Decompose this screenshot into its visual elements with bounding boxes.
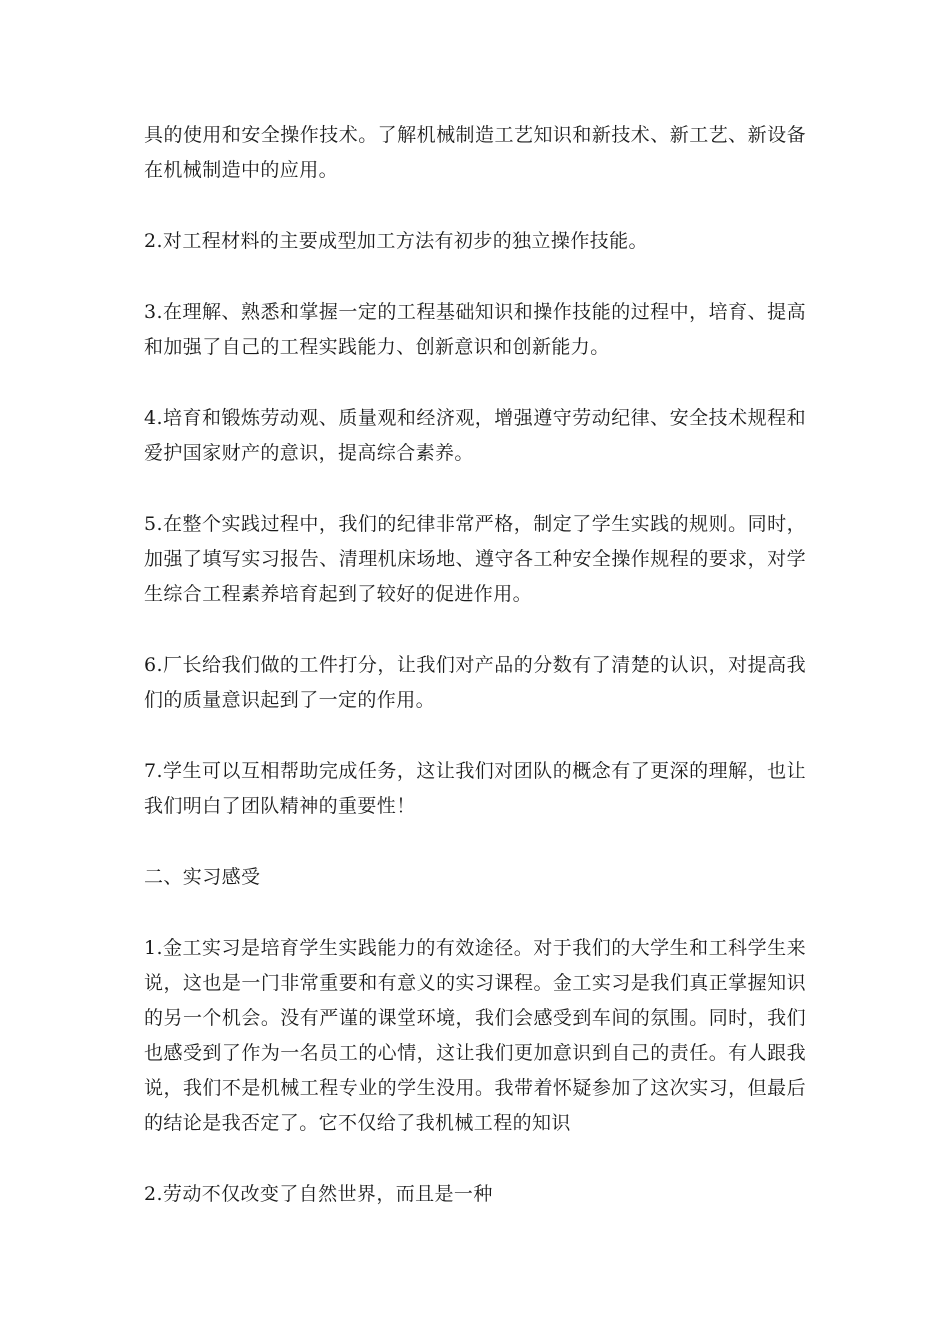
document-page	[144, 118, 806, 1248]
paragraph-item-2: 2.对工程材料的主要成型加工方法有初步的独立操作技能。	[144, 230, 648, 252]
paragraph-feeling-1: 1.金工实习是培育学生实践能力的有效途径。对于我们的大学生和工科学生来说，这也是一门非常重要和有意义的实习课程。金工实习是我们真正掌握知识的另一个机会。没有严谨的课堂环境，我们会感受到车间的氛围。同时，我们也感受到了作为一名员工的心情，这让我们更加意识到自己的责任。有人跟我说，我们不是机械工程专业的学生没用。我带着怀疑参加了这次实习，但最后的结论是我否定了。它不仅给了我机械工程的知识	[144, 937, 806, 1134]
paragraph-item-4: 4.培育和锻炼劳动观、质量观和经济观，增强遵守劳动纪律、安全技术规程和爱护国家财产的意识，提高综合素养。	[144, 407, 806, 464]
paragraph-item-5: 5.在整个实践过程中，我们的纪律非常严格，制定了学生实践的规则。同时，加强了填写实习报告、清理机床场地、遵守各工种安全操作规程的要求，对学生综合工程素养培育起到了较好的促进作用。	[144, 513, 806, 605]
paragraph-feeling-2: 2.劳动不仅改变了自然世界，而且是一种	[144, 1183, 493, 1205]
paragraph-item-7: 7.学生可以互相帮助完成任务，这让我们对团队的概念有了更深的理解，也让我们明白了团队精神的重要性！	[144, 760, 806, 817]
paragraph-continuation: 具的使用和安全操作技术。了解机械制造工艺知识和新技术、新工艺、新设备在机械制造中的应用。	[144, 124, 806, 181]
paragraph-item-6: 6.厂长给我们做的工件打分，让我们对产品的分数有了清楚的认识，对提高我们的质量意识起到了一定的作用。	[144, 654, 806, 711]
section-heading: 二、实习感受	[144, 866, 261, 888]
paragraph-item-3: 3.在理解、熟悉和掌握一定的工程基础知识和操作技能的过程中，培育、提高和加强了自己的工程实践能力、创新意识和创新能力。	[144, 301, 806, 358]
